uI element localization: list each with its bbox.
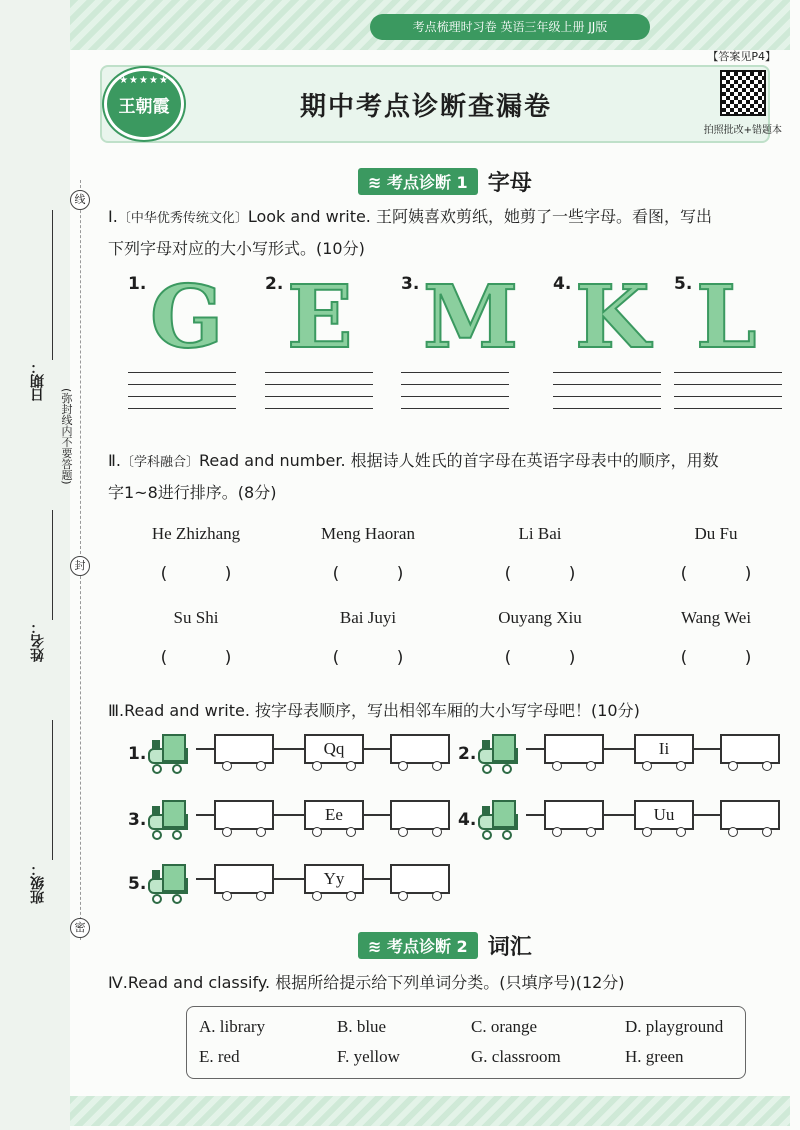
question-tag: 〔中华优秀传统文化〕: [117, 211, 248, 226]
question-text: Read and number. 根据诗人姓氏的首字母在英语字母表中的顺序，用数: [198, 451, 719, 470]
train-row: [458, 800, 788, 845]
wagon-box: Ee: [304, 800, 364, 830]
wagon-box[interactable]: [390, 734, 450, 764]
question-4-prompt: [108, 968, 625, 998]
answer-blank[interactable]: ( ): [160, 564, 258, 584]
word-option: H. green: [625, 1047, 684, 1066]
poet-name: Li Bai: [518, 524, 562, 543]
answer-blank[interactable]: ( ): [160, 648, 258, 668]
item-number: 3.: [128, 810, 147, 830]
publisher-logo: [104, 68, 184, 140]
poet-name: Wang Wei: [680, 608, 752, 627]
question-3-prompt: [108, 696, 640, 726]
section-header-2: [358, 930, 532, 961]
class-label: 班级：: [30, 862, 46, 904]
item-number: 3.: [401, 274, 420, 294]
qr-caption: 拍照批改+错题本: [703, 125, 782, 136]
word-option: E. red: [199, 1047, 240, 1066]
question-numeral: Ⅰ.: [108, 207, 118, 226]
poet-name: Su Shi: [173, 608, 219, 627]
item-number: 4.: [458, 810, 477, 830]
date-label: 日期：: [30, 360, 46, 402]
bottom-border: [70, 1096, 790, 1126]
item-number: 4.: [553, 274, 572, 294]
seal-note: (弥封线内不要答题): [60, 388, 73, 485]
train-row: [128, 864, 458, 909]
word-option: A. library: [199, 1017, 266, 1036]
wagon-box[interactable]: [544, 800, 604, 830]
word-option: F. yellow: [337, 1047, 400, 1066]
word-option: C. orange: [471, 1017, 538, 1036]
writing-lines[interactable]: [401, 372, 509, 420]
seal-mark-seal: 封: [70, 556, 90, 576]
wagon-box[interactable]: [214, 800, 274, 830]
writing-lines[interactable]: [553, 372, 661, 420]
question-numeral: Ⅱ.: [108, 451, 121, 470]
binding-margin: [0, 0, 73, 1130]
question-text: Read and classify. 根据所给提示给下列单词分类。(只填序号)(12分): [127, 973, 625, 992]
item-number: 1.: [128, 744, 147, 764]
train-row: [128, 734, 458, 779]
writing-lines[interactable]: [265, 372, 373, 420]
wagon-box[interactable]: [390, 864, 450, 894]
question-numeral: Ⅳ.: [108, 973, 128, 992]
section-title: 字母: [487, 171, 532, 196]
wagon-box: Yy: [304, 864, 364, 894]
writing-lines[interactable]: [128, 372, 236, 420]
section-badge: ≋ 考点诊断 1: [358, 168, 478, 195]
question-1-prompt: [108, 202, 712, 264]
poet-name: Ouyang Xiu: [498, 608, 582, 627]
answer-blank[interactable]: ( ): [504, 648, 602, 668]
word-option: G. classroom: [471, 1047, 561, 1066]
qr-code-icon: [720, 70, 766, 116]
train-engine-icon: [148, 800, 196, 840]
wagon-box: Uu: [634, 800, 694, 830]
answer-blank[interactable]: ( ): [332, 564, 430, 584]
class-line: [52, 720, 53, 860]
section-header-1: [358, 166, 532, 197]
wagon-box[interactable]: [544, 734, 604, 764]
papercut-letter: K: [575, 267, 650, 368]
wagon-box[interactable]: [214, 864, 274, 894]
logo-text: 王朝霞: [118, 97, 170, 117]
item-number: 1.: [128, 274, 147, 294]
writing-lines[interactable]: [674, 372, 782, 420]
train-row: [128, 800, 458, 845]
question-text: Read and write. 按字母表顺序，写出相邻车厢的大小写字母吧！(10分): [124, 701, 640, 720]
name-label: 姓名：: [30, 620, 46, 662]
train-engine-icon: [478, 734, 526, 774]
question-tag: 〔学科融合〕: [120, 455, 199, 470]
wagon-box: Qq: [304, 734, 364, 764]
word-option: B. blue: [337, 1017, 387, 1036]
page-title: 期中考点诊断查漏卷: [300, 92, 553, 122]
poet-name: Bai Juyi: [339, 608, 397, 627]
seal-mark-secret: 密: [70, 918, 90, 938]
answer-reference: 【答案见P4】: [707, 50, 776, 63]
date-line: [52, 210, 53, 360]
question-2-prompt: [108, 446, 719, 508]
wagon-box: Ii: [634, 734, 694, 764]
wagon-box[interactable]: [720, 800, 780, 830]
train-engine-icon: [148, 734, 196, 774]
question-text: Look and write. 王阿姨喜欢剪纸，她剪了一些字母。看图，写出: [247, 207, 712, 226]
train-row: [458, 734, 788, 779]
papercut-letter: L: [696, 267, 757, 368]
wagon-box[interactable]: [390, 800, 450, 830]
train-engine-icon: [478, 800, 526, 840]
item-number: 5.: [128, 874, 147, 894]
papercut-letter: G: [150, 267, 224, 368]
papercut-letters: [128, 267, 768, 422]
section-title: 词汇: [487, 935, 532, 960]
wagon-box[interactable]: [720, 734, 780, 764]
answer-blank[interactable]: ( ): [332, 648, 430, 668]
top-banner: [70, 0, 790, 50]
poet-name: He Zhizhang: [151, 524, 241, 543]
answer-blank[interactable]: ( ): [504, 564, 602, 584]
item-number: 2.: [265, 274, 284, 294]
wagon-box[interactable]: [214, 734, 274, 764]
answer-blank[interactable]: ( ): [680, 564, 778, 584]
word-bank: [186, 1006, 746, 1079]
poet-name: Meng Haoran: [321, 524, 415, 543]
answer-blank[interactable]: ( ): [680, 648, 778, 668]
item-number: 5.: [674, 274, 693, 294]
item-number: 2.: [458, 744, 477, 764]
train-engine-icon: [148, 864, 196, 904]
seal-mark-line: 线: [70, 190, 90, 210]
papercut-letter: M: [423, 267, 519, 368]
question-numeral: Ⅲ.: [108, 701, 125, 720]
section-badge: ≋ 考点诊断 2: [358, 932, 478, 959]
papercut-letter: E: [287, 267, 353, 368]
word-option: D. playground: [625, 1017, 724, 1036]
series-tab: 考点梳理时习卷 英语三年级上册 JJ版: [370, 14, 650, 40]
poet-name: Du Fu: [694, 524, 738, 543]
question-text-line2: 下列字母对应的大小写形式。(10分): [108, 239, 365, 258]
logo-stars: ★★★★★: [119, 75, 169, 86]
question-text-line2: 字1~8进行排序。(8分): [108, 483, 277, 502]
name-line: [52, 510, 53, 620]
